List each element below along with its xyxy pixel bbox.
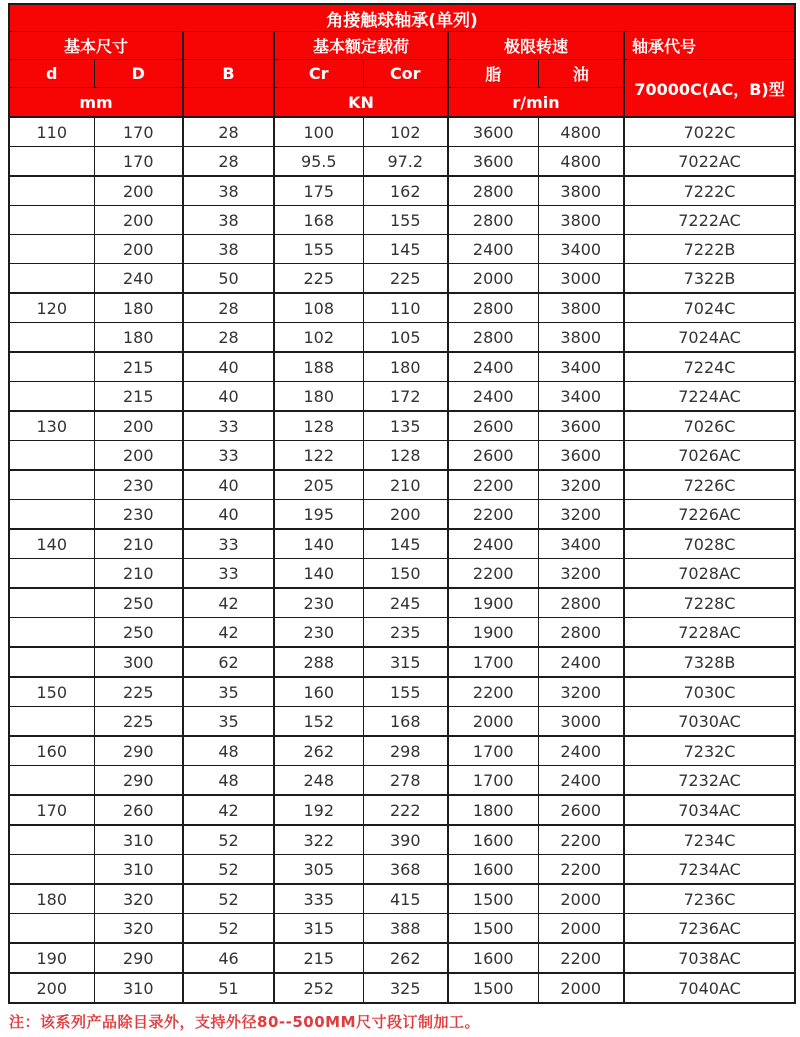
cell-D: 310 [94,855,183,885]
cell-oil: 3600 [538,411,624,441]
cell-code: 7024AC [624,323,795,353]
cell-oil: 3200 [538,500,624,530]
cell-Cor: 368 [363,855,448,885]
cell-D: 230 [94,500,183,530]
cell-grease: 1600 [448,943,538,973]
cell-B: 42 [183,588,274,618]
cell-code: 7038AC [624,943,795,973]
table-row [9,176,795,206]
cell-grease: 2000 [448,264,538,294]
cell-code: 7226AC [624,500,795,530]
cell-oil: 2600 [538,795,624,825]
cell-Cor: 102 [363,117,448,147]
cell-Cor: 155 [363,677,448,707]
table-row [9,323,795,353]
cell-Cr: 192 [274,795,363,825]
cell-Cr: 100 [274,117,363,147]
cell-oil: 3400 [538,529,624,559]
cell-oil: 4800 [538,147,624,177]
cell-D: 225 [94,707,183,737]
cell-grease: 2600 [448,411,538,441]
cell-Cr: 288 [274,647,363,677]
cell-D: 320 [94,884,183,914]
cell-D: 170 [94,147,183,177]
cell-oil: 3400 [538,382,624,412]
cell-B: 40 [183,470,274,500]
table-row [9,235,795,264]
cell-d [9,559,94,589]
cell-d: 160 [9,736,94,766]
cell-Cr: 155 [274,235,363,264]
cell-oil: 3200 [538,677,624,707]
cell-B: 48 [183,736,274,766]
cell-oil: 4800 [538,117,624,147]
cell-B: 52 [183,855,274,885]
table-row [9,707,795,737]
cell-D: 180 [94,293,183,323]
cell-oil: 3800 [538,293,624,323]
cell-Cor: 168 [363,707,448,737]
cell-D: 300 [94,647,183,677]
cell-Cor: 97.2 [363,147,448,177]
table-row [9,736,795,766]
cell-grease: 2200 [448,500,538,530]
cell-grease: 2200 [448,470,538,500]
table-row [9,147,795,177]
title-row [9,4,795,32]
cell-B: 52 [183,914,274,944]
cell-d [9,441,94,471]
cell-grease: 2400 [448,235,538,264]
cell-grease: 2800 [448,293,538,323]
cell-d [9,855,94,885]
cell-code: 7030C [624,677,795,707]
cell-B: 28 [183,147,274,177]
table-body [9,117,795,1003]
cell-B: 40 [183,382,274,412]
cell-code: 7328B [624,647,795,677]
cell-code: 7222AC [624,206,795,235]
col-header-Cr: Cr [274,60,363,88]
cell-code: 7228AC [624,618,795,648]
cell-Cr: 262 [274,736,363,766]
cell-Cr: 195 [274,500,363,530]
cell-Cor: 245 [363,588,448,618]
table-row [9,943,795,973]
cell-grease: 1700 [448,736,538,766]
cell-Cr: 122 [274,441,363,471]
unit-mm: mm [9,88,183,118]
cell-d: 120 [9,293,94,323]
cell-Cr: 140 [274,559,363,589]
cell-Cor: 162 [363,176,448,206]
cell-d: 110 [9,117,94,147]
cell-d [9,176,94,206]
cell-grease: 1500 [448,973,538,1003]
cell-oil: 2400 [538,647,624,677]
cell-Cor: 388 [363,914,448,944]
cell-oil: 2200 [538,855,624,885]
cell-oil: 2400 [538,766,624,796]
cell-D: 215 [94,382,183,412]
cell-grease: 3600 [448,117,538,147]
header-rated-load: 基本额定载荷 [274,32,448,60]
cell-Cr: 205 [274,470,363,500]
cell-code: 7026AC [624,441,795,471]
cell-B: 42 [183,795,274,825]
cell-B: 62 [183,647,274,677]
cell-D: 200 [94,176,183,206]
cell-Cor: 262 [363,943,448,973]
cell-code: 7226C [624,470,795,500]
cell-Cor: 278 [363,766,448,796]
cell-code: 7024C [624,293,795,323]
cell-d: 140 [9,529,94,559]
cell-Cor: 105 [363,323,448,353]
cell-B: 33 [183,411,274,441]
cell-grease: 1500 [448,914,538,944]
cell-D: 250 [94,618,183,648]
cell-grease: 2000 [448,707,538,737]
cell-d [9,500,94,530]
cell-Cor: 315 [363,647,448,677]
cell-oil: 3000 [538,264,624,294]
cell-code: 7224AC [624,382,795,412]
cell-grease: 1500 [448,884,538,914]
cell-d: 200 [9,973,94,1003]
cell-Cor: 210 [363,470,448,500]
cell-d [9,264,94,294]
cell-grease: 2400 [448,529,538,559]
table-row [9,382,795,412]
cell-grease: 1900 [448,588,538,618]
cell-B: 28 [183,323,274,353]
cell-grease: 2400 [448,382,538,412]
header-bearing-code: 轴承代号 [624,32,795,60]
cell-B: 35 [183,677,274,707]
cell-d: 180 [9,884,94,914]
cell-D: 290 [94,766,183,796]
cell-grease: 1700 [448,647,538,677]
cell-D: 200 [94,411,183,441]
cell-code: 7236AC [624,914,795,944]
cell-B: 51 [183,973,274,1003]
cell-d [9,323,94,353]
cell-B: 46 [183,943,274,973]
cell-oil: 3800 [538,323,624,353]
cell-D: 290 [94,736,183,766]
cell-B: 35 [183,707,274,737]
cell-code: 7224C [624,352,795,382]
cell-grease: 1600 [448,855,538,885]
cell-d: 130 [9,411,94,441]
cell-B: 38 [183,176,274,206]
cell-B: 50 [183,264,274,294]
cell-oil: 2000 [538,914,624,944]
cell-grease: 2800 [448,176,538,206]
cell-Cr: 160 [274,677,363,707]
cell-d [9,707,94,737]
cell-Cr: 305 [274,855,363,885]
column-header-row [9,60,795,88]
cell-d [9,470,94,500]
cell-Cr: 180 [274,382,363,412]
cell-D: 240 [94,264,183,294]
cell-d [9,588,94,618]
cell-B: 38 [183,206,274,235]
cell-Cr: 315 [274,914,363,944]
cell-code: 7234AC [624,855,795,885]
cell-D: 210 [94,559,183,589]
cell-B: 33 [183,529,274,559]
cell-code: 7232AC [624,766,795,796]
cell-Cor: 298 [363,736,448,766]
cell-Cr: 188 [274,352,363,382]
table-row [9,618,795,648]
table-row [9,914,795,944]
header-basic-size: 基本尺寸 [9,32,183,60]
table-row [9,117,795,147]
cell-oil: 3800 [538,206,624,235]
table-row [9,441,795,471]
cell-Cr: 248 [274,766,363,796]
cell-code: 7222B [624,235,795,264]
cell-Cor: 145 [363,235,448,264]
cell-code: 7234C [624,825,795,855]
cell-code: 7222C [624,176,795,206]
table-row [9,529,795,559]
bearing-spec-table [8,3,796,1004]
table-row [9,647,795,677]
cell-grease: 1800 [448,795,538,825]
group-header-row [9,32,795,60]
cell-oil: 2000 [538,973,624,1003]
table-row [9,855,795,885]
cell-d: 190 [9,943,94,973]
cell-oil: 2400 [538,736,624,766]
cell-Cr: 215 [274,943,363,973]
unit-b-spacer [183,88,274,118]
cell-D: 210 [94,529,183,559]
cell-oil: 3000 [538,707,624,737]
col-header-Cor: Cor [363,60,448,88]
unit-rpm: r/min [448,88,624,118]
table-row [9,766,795,796]
cell-d [9,382,94,412]
cell-Cor: 145 [363,529,448,559]
cell-D: 180 [94,323,183,353]
cell-D: 170 [94,117,183,147]
cell-D: 310 [94,825,183,855]
cell-Cr: 225 [274,264,363,294]
col-header-B: B [183,60,274,88]
cell-B: 52 [183,884,274,914]
cell-d [9,618,94,648]
cell-D: 260 [94,795,183,825]
cell-oil: 3200 [538,559,624,589]
table-row [9,884,795,914]
cell-B: 48 [183,766,274,796]
cell-Cr: 102 [274,323,363,353]
cell-code: 7322B [624,264,795,294]
cell-code: 7028C [624,529,795,559]
cell-Cr: 335 [274,884,363,914]
cell-D: 200 [94,235,183,264]
cell-Cor: 150 [363,559,448,589]
header-b-spacer [183,32,274,60]
cell-Cr: 168 [274,206,363,235]
header-code-type: 70000C(AC，B)型 [624,60,795,118]
cell-code: 7022AC [624,147,795,177]
cell-D: 320 [94,914,183,944]
cell-Cr: 175 [274,176,363,206]
cell-oil: 2000 [538,884,624,914]
cell-oil: 2200 [538,825,624,855]
cell-code: 7022C [624,117,795,147]
cell-D: 215 [94,352,183,382]
cell-d: 150 [9,677,94,707]
cell-Cr: 108 [274,293,363,323]
col-header-oil: 油 [538,60,624,88]
cell-Cor: 110 [363,293,448,323]
cell-d: 170 [9,795,94,825]
cell-D: 200 [94,441,183,471]
cell-Cor: 200 [363,500,448,530]
cell-grease: 2200 [448,559,538,589]
table-row [9,559,795,589]
header-limit-speed: 极限转速 [448,32,624,60]
cell-grease: 3600 [448,147,538,177]
table-row [9,411,795,441]
cell-code: 7034AC [624,795,795,825]
table-row [9,973,795,1003]
cell-code: 7026C [624,411,795,441]
cell-Cr: 230 [274,588,363,618]
table-row [9,352,795,382]
cell-grease: 2600 [448,441,538,471]
footer-note: 注：该系列产品除目录外，支持外径80--500MM尺寸段订制加工。 [9,1013,480,1031]
cell-Cr: 322 [274,825,363,855]
cell-Cor: 415 [363,884,448,914]
cell-code: 7232C [624,736,795,766]
cell-code: 7236C [624,884,795,914]
cell-B: 42 [183,618,274,648]
cell-Cr: 230 [274,618,363,648]
table-title: 角接触球轴承(单列) [9,4,795,32]
table-row [9,293,795,323]
cell-d [9,147,94,177]
cell-grease: 2800 [448,206,538,235]
cell-Cr: 252 [274,973,363,1003]
cell-oil: 3600 [538,441,624,471]
cell-oil: 3200 [538,470,624,500]
cell-d [9,766,94,796]
cell-Cor: 390 [363,825,448,855]
cell-Cor: 235 [363,618,448,648]
cell-B: 28 [183,117,274,147]
cell-Cor: 155 [363,206,448,235]
cell-Cr: 152 [274,707,363,737]
cell-B: 28 [183,293,274,323]
cell-Cor: 172 [363,382,448,412]
table-row [9,500,795,530]
cell-d [9,206,94,235]
cell-B: 40 [183,352,274,382]
cell-B: 52 [183,825,274,855]
unit-kn: KN [274,88,448,118]
cell-D: 310 [94,973,183,1003]
col-header-D: D [94,60,183,88]
cell-B: 33 [183,441,274,471]
cell-Cor: 222 [363,795,448,825]
cell-d [9,352,94,382]
table-row [9,588,795,618]
cell-Cor: 180 [363,352,448,382]
cell-code: 7028AC [624,559,795,589]
cell-oil: 2800 [538,588,624,618]
table-row [9,795,795,825]
table-header [9,4,795,117]
col-header-grease: 脂 [448,60,538,88]
cell-D: 225 [94,677,183,707]
cell-grease: 2800 [448,323,538,353]
table-row [9,264,795,294]
cell-D: 230 [94,470,183,500]
cell-oil: 2800 [538,618,624,648]
cell-Cor: 128 [363,441,448,471]
table-row [9,470,795,500]
cell-B: 40 [183,500,274,530]
cell-grease: 1600 [448,825,538,855]
cell-grease: 1900 [448,618,538,648]
cell-code: 7030AC [624,707,795,737]
cell-Cr: 128 [274,411,363,441]
cell-code: 7228C [624,588,795,618]
cell-d [9,235,94,264]
cell-grease: 2400 [448,352,538,382]
cell-oil: 2200 [538,943,624,973]
cell-oil: 3400 [538,352,624,382]
cell-oil: 3800 [538,176,624,206]
cell-Cor: 325 [363,973,448,1003]
cell-Cor: 225 [363,264,448,294]
cell-D: 290 [94,943,183,973]
cell-B: 33 [183,559,274,589]
table-row [9,206,795,235]
cell-oil: 3400 [538,235,624,264]
cell-grease: 2200 [448,677,538,707]
cell-D: 200 [94,206,183,235]
cell-d [9,647,94,677]
cell-code: 7040AC [624,973,795,1003]
cell-Cr: 140 [274,529,363,559]
table-row [9,677,795,707]
table-row [9,825,795,855]
cell-D: 250 [94,588,183,618]
col-header-d: d [9,60,94,88]
cell-Cor: 135 [363,411,448,441]
cell-B: 38 [183,235,274,264]
cell-d [9,825,94,855]
cell-grease: 1700 [448,766,538,796]
cell-d [9,914,94,944]
cell-Cr: 95.5 [274,147,363,177]
